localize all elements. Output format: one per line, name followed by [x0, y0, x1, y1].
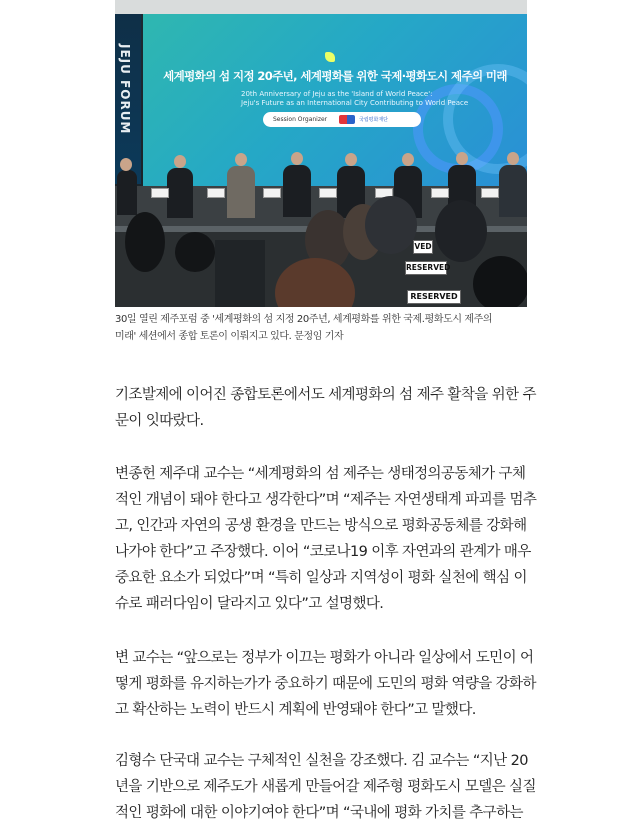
- audience-member: [473, 256, 527, 307]
- article: [115, 0, 537, 821]
- nameplate: [151, 188, 169, 198]
- panelist-head: [456, 152, 468, 165]
- panelist-head: [345, 153, 357, 166]
- paragraph-3: 변 교수는 “앞으로는 정부가 이끄는 평화가 아니라 일상에서 도민이 어 떻게 평화를 유지하는가가 중요하기 때문에 도민의 평화 역량을 강화하 고 확산하는 노력이 반드시 계획에 반영돼야 한다”고 말했다.: [115, 650, 536, 718]
- screen-title: 세계평화의 섬 지정 20주년, 세계평화를 위한 국제·평화도시 제주의 미래: [163, 69, 507, 83]
- reserved-sign: VED: [413, 240, 433, 254]
- reserved-sign: RESERVED: [407, 290, 461, 304]
- forum-logo-icon: [325, 52, 335, 62]
- panelist-head: [174, 155, 186, 168]
- caption-line: 미래' 세션에서 종합 토론이 이뤄지고 있다. 문정임 기자: [115, 330, 344, 342]
- panelist: [283, 165, 311, 217]
- screen-subtitle: 20th Anniversary of Jeju as the 'Island of World Peace': Jeju's Future as an International City Contributing to World Peace: [241, 90, 469, 107]
- panelist-head: [235, 153, 247, 166]
- audience-member: [175, 232, 215, 272]
- side-banner-text: JEJU FORUM: [118, 44, 132, 135]
- panelist-head: [291, 152, 303, 165]
- nameplate: [431, 188, 449, 198]
- nameplate: [481, 188, 499, 198]
- audience-member: [365, 196, 417, 254]
- panelist-head: [507, 152, 519, 165]
- photo-ceiling: [115, 0, 527, 14]
- reserved-sign: RESERVED: [405, 261, 447, 275]
- speaker-podium: [215, 240, 265, 307]
- panelist: [227, 166, 255, 218]
- audience-member: [125, 212, 165, 272]
- organizer-name: 국립평화재단: [359, 117, 388, 123]
- nameplate: [207, 188, 225, 198]
- audience-member: [435, 200, 487, 262]
- panelist-head: [120, 158, 132, 171]
- panelist: [167, 168, 193, 218]
- organizer-label: Session Organizer: [273, 116, 328, 123]
- panelist-head: [402, 153, 414, 166]
- panelist: [499, 165, 527, 217]
- nameplate: [319, 188, 337, 198]
- paragraph-4: 김형수 단국대 교수는 구체적인 실천을 강조했다. 김 교수는 “지난 20 년을 기반으로 제주도가 새롭게 만들어갈 제주형 평화도시 모델은 실질 적인 평화에 대한 이야기여야 한다”며 “국내에 평화 가치를 추구하는: [115, 753, 536, 821]
- paragraph-1: 기조발제에 이어진 종합토론에서도 세계평화의 섬 제주 활착을 위한 주 문이 잇따랐다.: [115, 387, 536, 429]
- nameplate: [263, 188, 281, 198]
- session-organizer: [263, 112, 421, 127]
- stage-screen: [143, 14, 527, 186]
- forum-photo: [115, 0, 527, 307]
- panelist: [117, 170, 137, 215]
- photo-caption: [115, 312, 527, 345]
- paragraph-2: 변종헌 제주대 교수는 “세계평화의 섬 제주는 생태정의공동체가 구체 적인 개념이 돼야 한다고 생각한다”며 “제주는 자연생태계 파괴를 멈추 고, 인간과 자연의 공생 환경을 만드는 방식으로 평화공동체를 강화해 나가야 한다”고 주장했다. 이어 “코로나19 이후 자연과의 관계가 매우 중요한 요소가 되었다”며 “특히 일상과 지역성이 평화 실천에 핵심 이 슈로 패러다임이 달라지고 있다”고 설명했다.: [115, 466, 537, 612]
- organizer-logo-icon: [339, 115, 355, 124]
- caption-line: 30일 열린 제주포럼 중 '세계평화의 섬 지정 20주년, 세계평화를 위한 국제.평화도시 제주의: [115, 314, 493, 325]
